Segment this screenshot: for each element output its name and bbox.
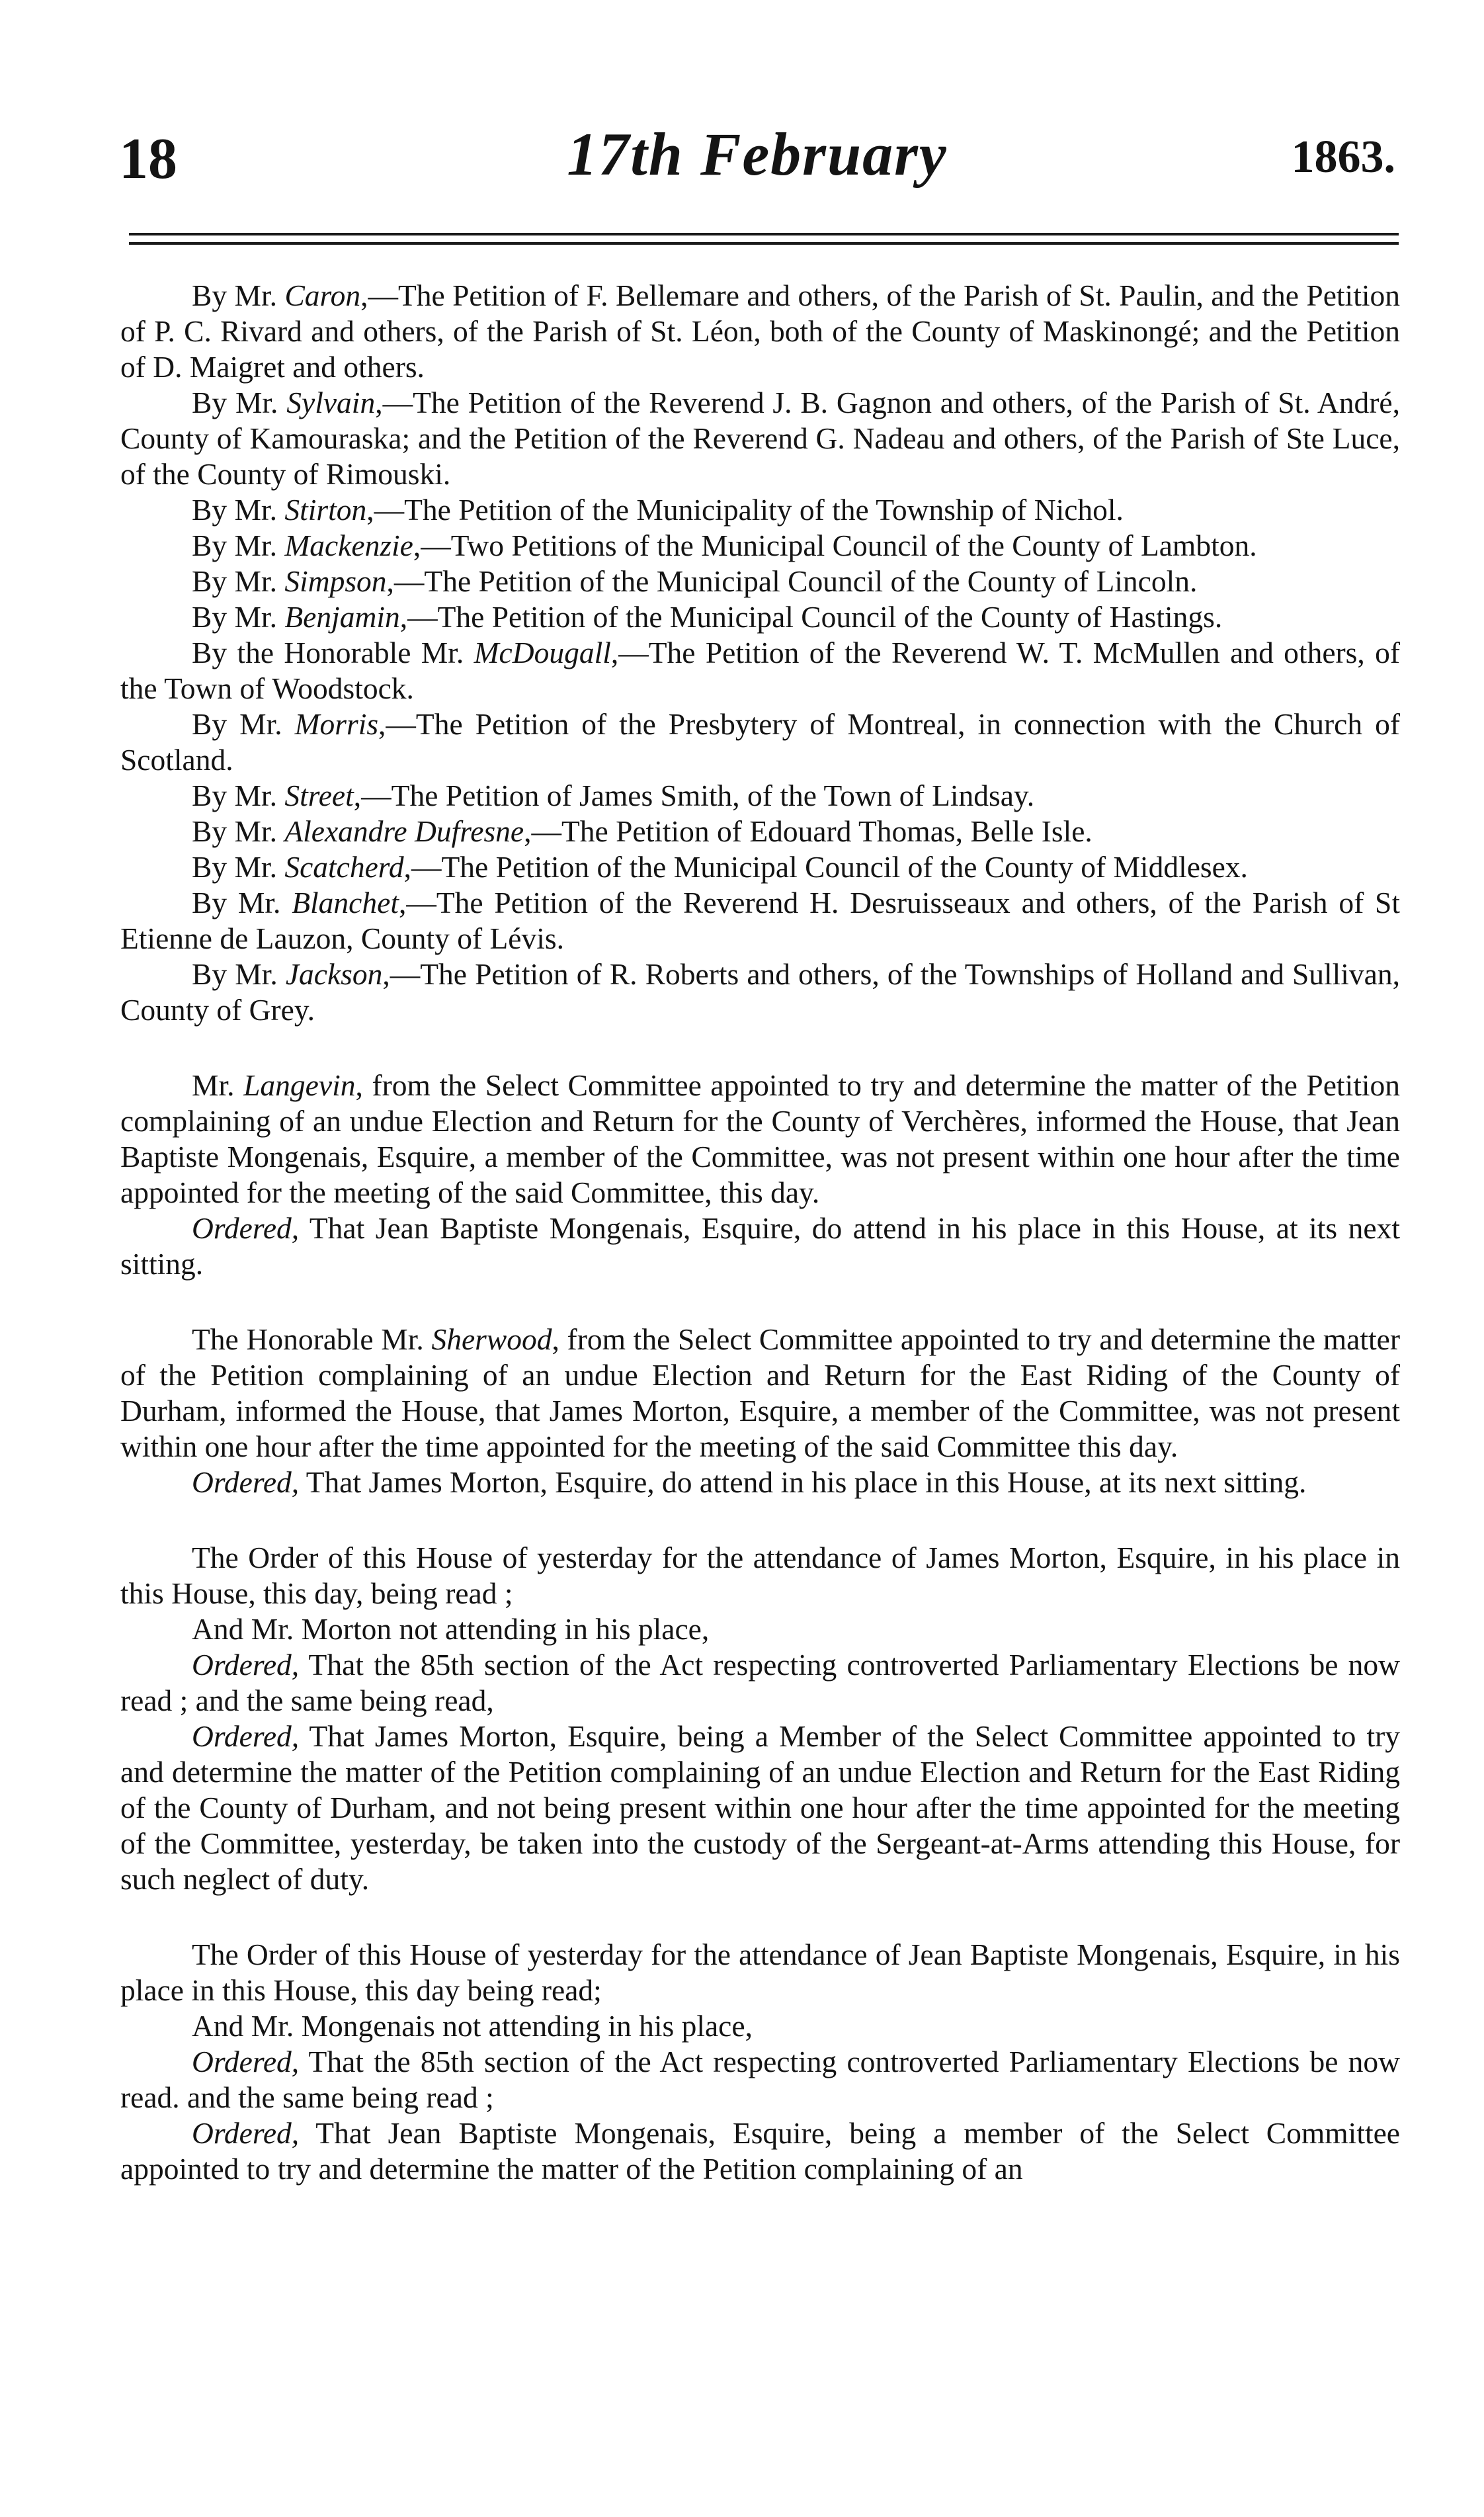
report-paragraph: The Honorable Mr. Sherwood, from the Select Committee appointed to try and determine the matter of the Petition complaining of an undue Election and Return for the East Riding of the County of Durham, informed the House, that James Morton, Esquire, a member of the Committee, was not present within one hour after the time appointed for the meeting of the said Committee this day. [120, 1322, 1400, 1463]
petition-entry: By Mr. Blanchet,—The Petition of the Reverend H. Desruisseaux and others, of the Parish of St Etienne de Lauzon, County of Lévis. [120, 886, 1400, 955]
absence-paragraph: And Mr. Morton not attending in his place, [192, 1612, 710, 1646]
petition-entry: By Mr. Scatcherd,—The Petition of the Municipal Council of the County of Middlesex. [192, 850, 1248, 884]
morton-order-section [120, 1540, 1400, 1897]
petitions-section [120, 278, 1400, 1028]
langevin-report [120, 1068, 1400, 1282]
journal-body [120, 278, 1400, 2187]
page-number: 18 [119, 127, 177, 191]
petition-entry: By Mr. Caron,—The Petition of F. Bellemare and others, of the Parish of St. Paulin, and the Petition of P. C. Rivard and others, of the Parish of St. Léon, both of the County of Maskinongé; and the Petition of D. Maigret and others. [120, 278, 1400, 384]
order-paragraph: Ordered, That James Morton, Esquire, do attend in his place in this House, at its next sitting. [192, 1465, 1307, 1499]
petition-entry: By Mr. Jackson,—The Petition of R. Roberts and others, of the Townships of Holland and Sullivan, County of Grey. [120, 957, 1400, 1027]
page-year: 1863. [1291, 132, 1395, 183]
header-rule [129, 233, 1399, 245]
order-reading-paragraph: The Order of this House of yesterday for the attendance of James Morton, Esquire, in his place in this House, this day, being read ; [120, 1541, 1400, 1610]
petition-entry: By the Honorable Mr. McDougall,—The Petition of the Reverend W. T. McMullen and others, of the Town of Woodstock. [120, 636, 1401, 705]
absence-paragraph: And Mr. Mongenais not attending in his place, [192, 2009, 753, 2043]
report-paragraph: Mr. Langevin, from the Select Committee appointed to try and determine the matter of the Petition complaining of an undue Election and Return for the County of Verchères, informed the House, that Jean Baptiste Mongenais, Esquire, a member of the Committee, was not present within one hour after the time appointed for the meeting of the said Committee, this day. [120, 1068, 1400, 1209]
order-paragraph: Ordered, That James Morton, Esquire, being a Member of the Select Committee appointed to try and determine the matter of the Petition complaining of an undue Election and Return for the East Riding of the County of Durham, and not being present within one hour after the time appointed for the meeting of the Committee, yesterday, be taken into the custody of the Sergeant-at-Arms attending this House, for such neglect of duty. [120, 1719, 1400, 1896]
petition-entry: By Mr. Simpson,—The Petition of the Municipal Council of the County of Lincoln. [192, 564, 1198, 598]
petition-entry: By Mr. Stirton,—The Petition of the Municipality of the Township of Nichol. [192, 493, 1124, 527]
sherwood-report [120, 1322, 1400, 1500]
petition-entry: By Mr. Alexandre Dufresne,—The Petition of Edouard Thomas, Belle Isle. [192, 814, 1092, 848]
mongenais-order-section [120, 1937, 1400, 2187]
page-header [119, 99, 1395, 198]
page-date: 17th February [567, 120, 948, 188]
order-reading-paragraph: The Order of this House of yesterday for the attendance of Jean Baptiste Mongenais, Esquire, in his place in this House, this day being read; [120, 1938, 1400, 2007]
petition-entry: By Mr. Morris,—The Petition of the Presbytery of Montreal, in connection with the Church of Scotland. [120, 707, 1400, 777]
order-paragraph: Ordered, That Jean Baptiste Mongenais, Esquire, being a member of the Select Committee appointed to try and determine the matter of the Petition complaining of an [120, 2116, 1400, 2186]
petition-entry: By Mr. Mackenzie,—Two Petitions of the Municipal Council of the County of Lambton. [192, 529, 1257, 562]
petition-entry: By Mr. Street,—The Petition of James Smith, of the Town of Lindsay. [192, 779, 1035, 812]
order-paragraph: Ordered, That the 85th section of the Act respecting controverted Parliamentary Elections be now read ; and the same being read, [120, 1648, 1400, 1717]
order-paragraph: Ordered, That Jean Baptiste Mongenais, Esquire, do attend in his place in this House, at its next sitting. [120, 1211, 1400, 1281]
petition-entry: By Mr. Benjamin,—The Petition of the Municipal Council of the County of Hastings. [192, 600, 1223, 634]
order-paragraph: Ordered, That the 85th section of the Act respecting controverted Parliamentary Elections be now read. and the same being read ; [120, 2045, 1400, 2114]
petition-entry: By Mr. Sylvain,—The Petition of the Reverend J. B. Gagnon and others, of the Parish of St. André, County of Kamouraska; and the Petition of the Reverend G. Nadeau and others, of the Parish of Ste Luce, of the County of Rimouski. [120, 386, 1400, 491]
